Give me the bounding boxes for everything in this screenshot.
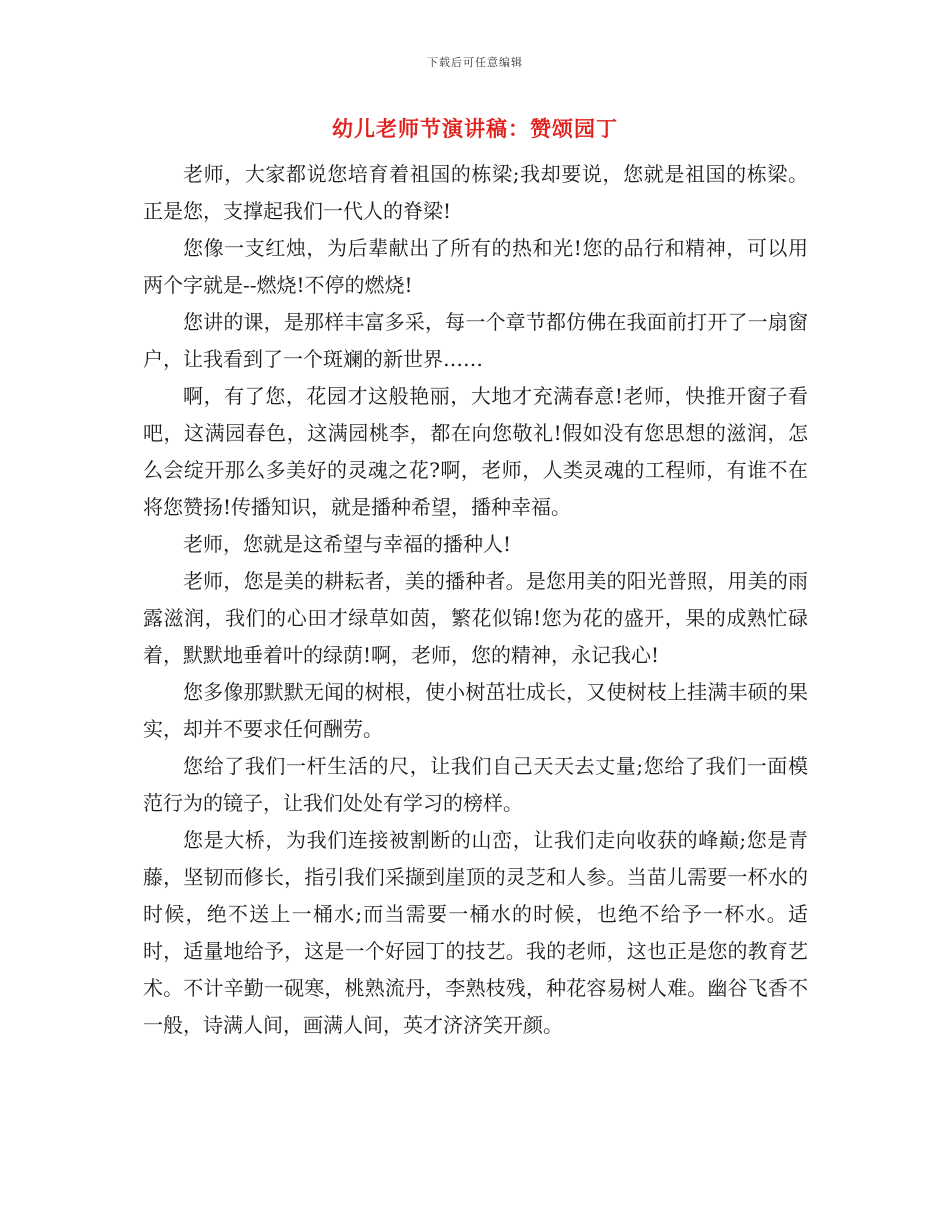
paragraph: 您讲的课，是那样丰富多采，每一个章节都仿佛在我面前打开了一扇窗户，让我看到了一个斑斓的新世界…… xyxy=(143,310,808,371)
document-body xyxy=(143,156,808,1044)
paragraph: 您多像那默默无闻的树根，使小树茁壮成长，又使树枝上挂满丰硕的果实，却并不要求任何酬劳。 xyxy=(143,680,808,741)
paragraph: 您是大桥，为我们连接被割断的山峦，让我们走向收获的峰巅;您是青藤，坚韧而修长，指引我们采撷到崖顶的灵芝和人参。当苗儿需要一杯水的时候，绝不送上一桶水;而当需要一桶水的时候，也绝不给予一杯水。适时，适量地给予，这是一个好园丁的技艺。我的老师，这也正是您的教育艺术。不计辛勤一砚寒，桃熟流丹，李熟枝残，种花容易树人难。幽谷飞香不一般，诗满人间，画满人间，英才济济笑开颜。 xyxy=(143,828,808,1037)
paragraph: 您给了我们一杆生活的尺，让我们自己天天去丈量;您给了我们一面模范行为的镜子，让我们处处有学习的榜样。 xyxy=(143,754,808,815)
paragraph: 老师，您就是这希望与幸福的播种人! xyxy=(183,532,512,556)
document-title: 幼儿老师节演讲稿：赞颂园丁 xyxy=(332,116,618,141)
page-header-note: 下载后可任意编辑 xyxy=(427,56,523,69)
paragraph: 您像一支红烛，为后辈献出了所有的热和光!您的品行和精神，可以用两个字就是--燃烧!不停的燃烧! xyxy=(143,236,808,297)
paragraph: 老师，您是美的耕耘者，美的播种者。是您用美的阳光普照，用美的雨露滋润，我们的心田才绿草如茵，繁花似锦!您为花的盛开，果的成熟忙碌着，默默地垂着叶的绿荫!啊，老师，您的精神，永记我心! xyxy=(143,569,808,667)
paragraph: 啊，有了您，花园才这般艳丽，大地才充满春意!老师，快推开窗子看吧，这满园春色，这满园桃李，都在向您敬礼!假如没有您思想的滋润，怎么会绽开那么多美好的灵魂之花?啊，老师，人类灵魂的工程师，有谁不在将您赞扬!传播知识，就是播种希望，播种幸福。 xyxy=(143,384,808,519)
paragraph: 老师，大家都说您培育着祖国的栋梁;我却要说，您就是祖国的栋梁。正是您，支撑起我们一代人的脊梁! xyxy=(143,162,808,223)
